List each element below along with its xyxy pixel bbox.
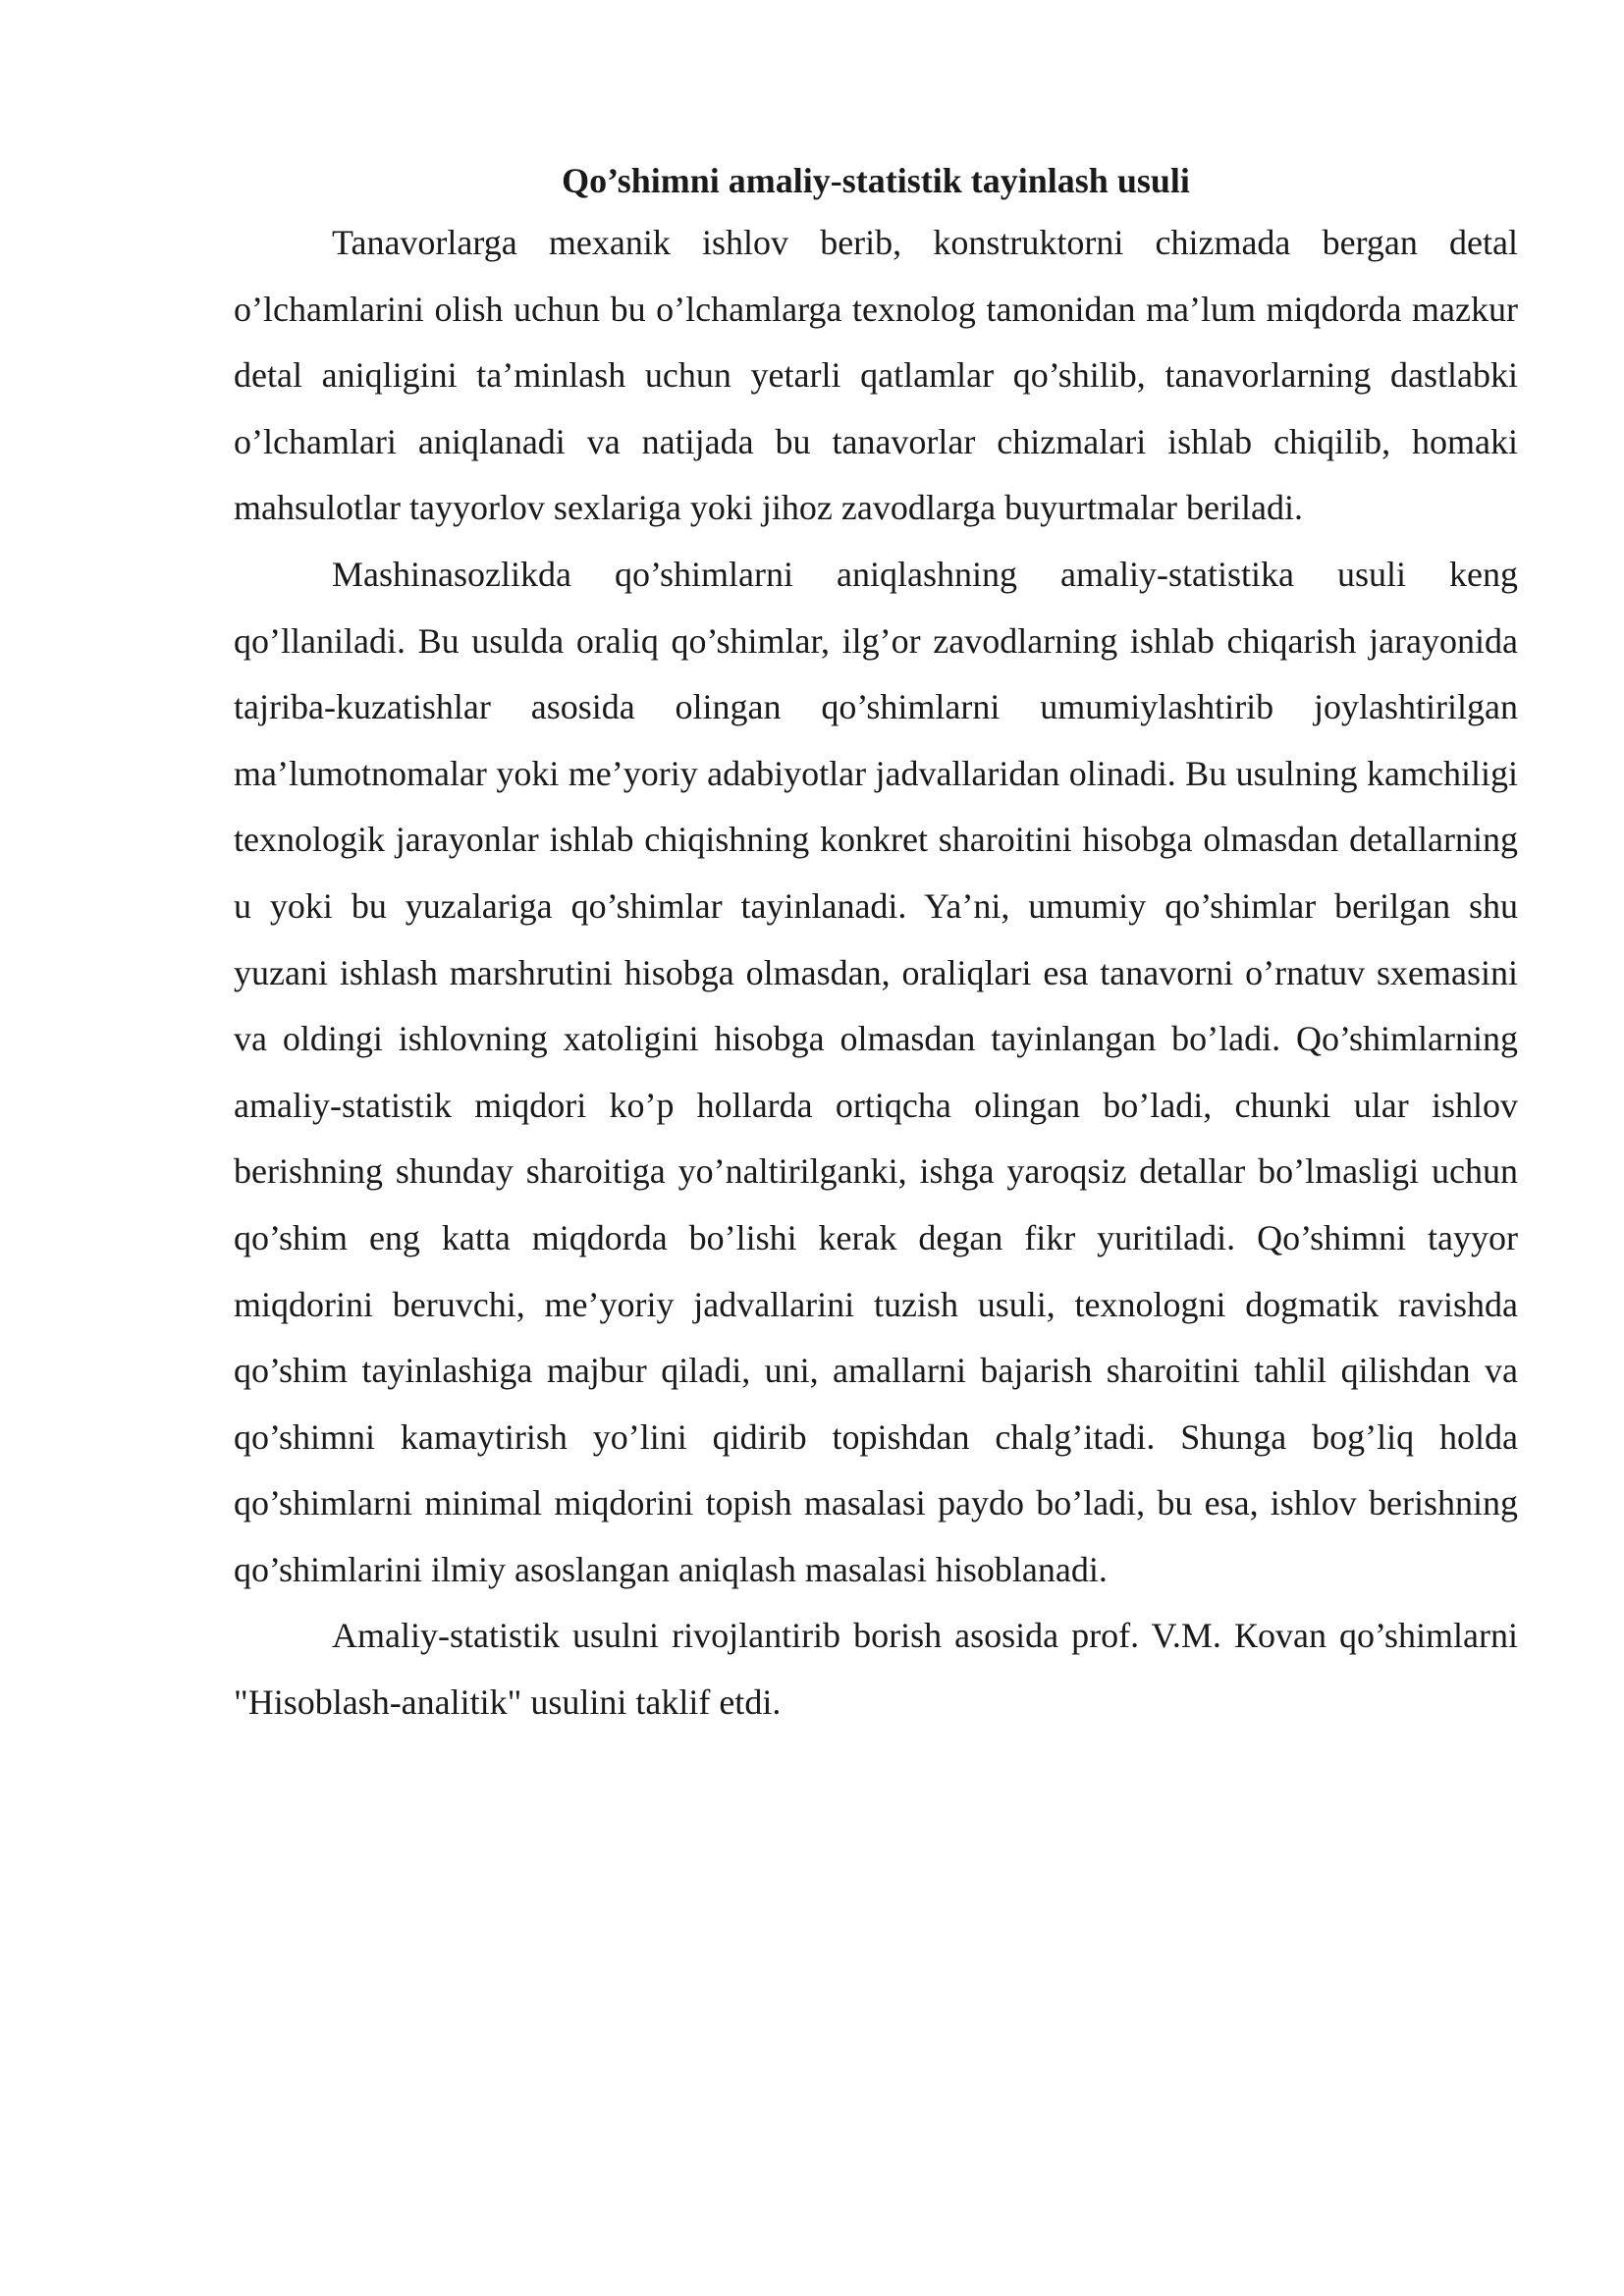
document-title: Qo’shimni amaliy-statistik tayinlash usuli bbox=[562, 161, 1190, 200]
paragraph-statistical-method: Mashinasozlikda qo’shimlarni aniqlashning amaliy-statistika usuli keng qo’llaniladi. Bu usulda oraliq qo’shimlar, ilg’or zavodlarning ishlab chiqarish jarayonida tajriba-kuzatishlar asosida olingan qo’shimlarni umumiylashtirib joylashtirilgan ma’lumotnomalar yoki me’yoriy adabiyotlar jadvallaridan olinadi. Bu usulning kamchiligi texnologik jarayonlar ishlab chiqishning konkret sharoitini hisobga olmasdan detallarning u yoki bu yuzalariga qo’shimlar tayinlanadi. Ya’ni, umumiy qo’shimlar berilgan shu yuzani ishlash marshrutini hisobga olmasdan, oraliqlari esa tanavorni o’rnatuv sxemasini va oldingi ishlovning xatoligini hisobga olmasdan tayinlangan bo’ladi. Qo’shimlarning amaliy-statistik miqdori ko’p hollarda ortiqcha olingan bo’ladi, chunki ular ishlov berishning shunday sharoitiga yo’naltirilganki, ishga yaroqsiz detallar bo’lmasligi uchun qo’shim eng katta miqdorda bo’lishi kerak degan fikr yuritiladi. Qo’shimni tayyor miqdorini beruvchi, me’yoriy jadvallarini tuzish usuli, texnologni dogmatik ravishda qo’shim tayinlashiga majbur qiladi, uni, amallarni bajarish sharoitini tahlil qilishdan va qo’shimni kamaytirish yo’lini qidirib topishdan chalg’itadi. Shunga bog’liq holda qo’shimlarni minimal miqdorini topish masalasi paydo bo’ladi, bu esa, ishlov berishning qo’shimlarini ilmiy asoslangan aniqlash masalasi hisoblanadi. bbox=[234, 554, 1518, 1589]
paragraph-blank-dimensions: Tanavorlarga mexanik ishlov berib, konstruktorni chizmada bergan detal o’lchamlarini olish uchun bu o’lchamlarga texnolog tamonidan ma’lum miqdorda mazkur detal aniqligini ta’minlash uchun yetarli qatlamlar qo’shilib, tanavorlarning dastlabki o’lchamlari aniqlanadi va natijada bu tanavorlar chizmalari ishlab chiqilib, homaki mahsulotlar tayyorlov sexlariga yoki jihoz zavodlarga buyurtmalar beriladi. bbox=[234, 223, 1518, 528]
paragraph-analytical-method: Amaliy-statistik usulni rivojlantirib borish asosida prof. V.M. Кovan qo’shimlarni "Hisoblash-analitik" usulini taklif etdi. bbox=[234, 1616, 1518, 1723]
document-body bbox=[234, 155, 1518, 1736]
